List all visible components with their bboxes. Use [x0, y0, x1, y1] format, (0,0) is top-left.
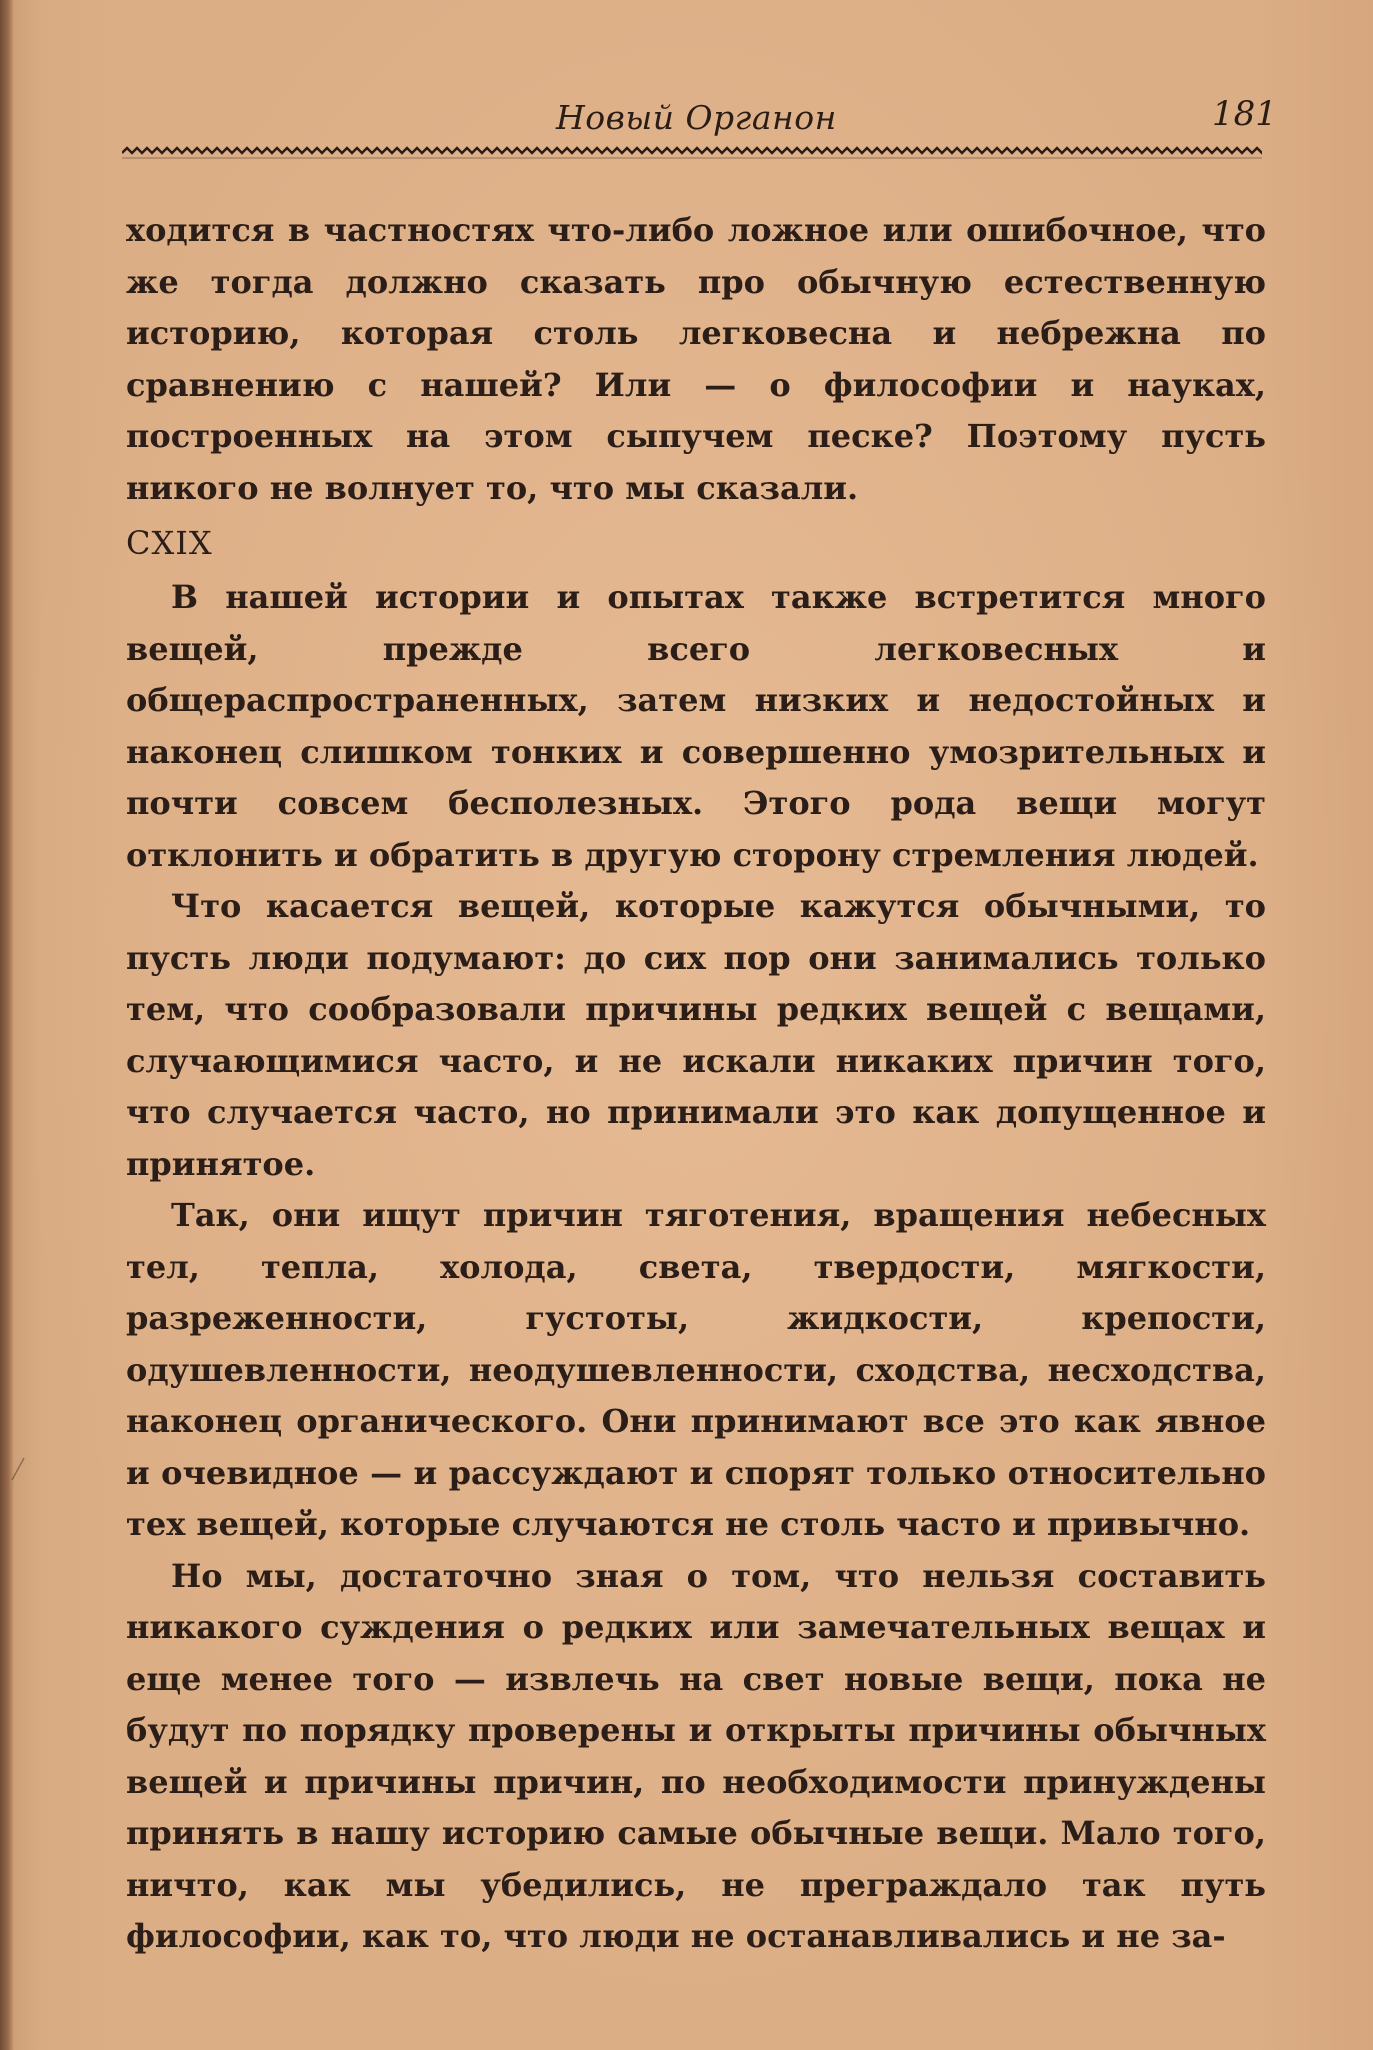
margin-pencil-mark: [8, 1456, 28, 1482]
paragraph: В нашей истории и опытах также встретится много вещей, прежде всего легковесных и общераспространенных, затем низких и недостойных и наконец слишком тонких и совершенно умозрительных и почти совсем бесполезных. Этого рода вещи могут отклонить и обратить в другую сторону стремления людей.: [126, 578, 1266, 874]
decorative-rule: [122, 146, 1262, 160]
page-binding-edge: [0, 0, 14, 2050]
running-title: Новый Органон: [556, 98, 837, 137]
paragraph: Что касается вещей, которые кажутся обычными, то пусть люди подумают: до сих пор они занимались только тем, что сообразовали причины редких вещей с вещами, случающимися часто, и не искали никаких причин того, что случается часто, но принимали это как допущенное и принятое.: [126, 887, 1266, 1183]
paragraph: Так, они ищут причин тяготения, вращения небесных тел, тепла, холода, света, твердости, мягкости, разреженности, густоты, жидкости, крепости, одушевленности, неодушевленности, сходства, несходства, наконец органического. Они принимают все это как явное и очевидное — и рассуждают и спорят только относительно тех вещей, которые случаются не столь часто и привычно.: [126, 1196, 1266, 1543]
page-number: 181: [1212, 94, 1277, 134]
paragraph: Но мы, достаточно зная о том, что нельзя составить никакого суждения о редких или замечательных вещах и еще менее того — извлечь на свет новые вещи, пока не будут по порядку проверены и открыты причины обычных вещей и причины причин, по необходимости принуждены принять в нашу историю самые обычные вещи. Мало того, ничто, как мы убедились, не преграждало так путь философии, как то, что люди не останавливались и не за-: [126, 1556, 1266, 1955]
paragraph-continuation: ходится в частностях что-либо ложное или ошибочное, что же тогда должно сказать про обычную естественную историю, которая столь легковесна и небрежна по сравнению с нашей? Или — о философии и науках, построенных на этом сыпучем песке? Поэтому пусть никого не волнует то, что мы сказали.: [126, 211, 1266, 507]
section-heading: CXIX: [126, 524, 213, 562]
body-text: [126, 205, 1266, 1963]
page-header: [0, 92, 1373, 152]
